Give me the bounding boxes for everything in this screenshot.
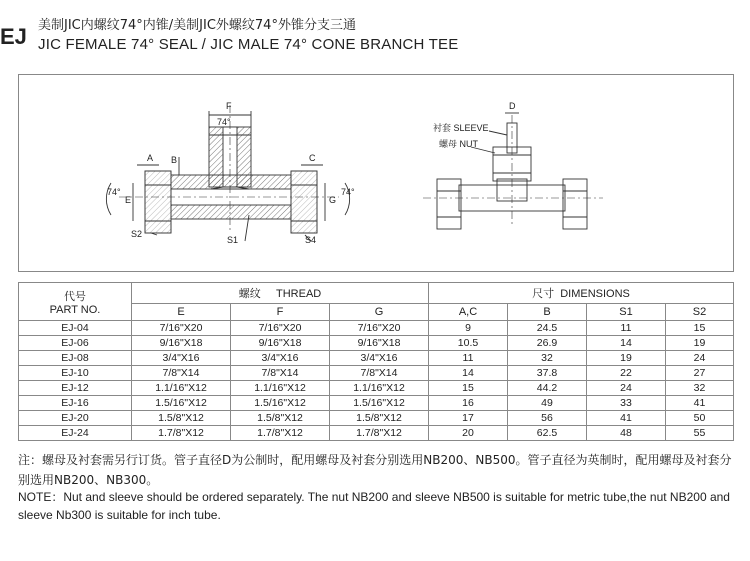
table-cell: 14	[429, 366, 508, 381]
dim-S4-label: S4	[305, 235, 317, 245]
dimensions-header: 尺寸 DIMENSIONS	[429, 283, 734, 304]
table-cell: 1.5/8"X12	[231, 411, 330, 426]
title-chinese: 美制JIC内螺纹74°内锥/美制JIC外螺纹74°外锥分支三通	[38, 18, 356, 33]
note-chinese: 注：螺母及衬套需另行订货。管子直径D为公制时，配用螺母及衬套分别选用NB200、NB500。管子直径为英制时，配用螺母及衬套分别选用NB200、NB300。	[18, 453, 732, 487]
part-no-header-cn: 代号	[64, 290, 86, 303]
dim-A-label: A	[147, 153, 154, 163]
dimensions-table	[18, 282, 734, 441]
angle-left-label: 74°	[107, 187, 121, 197]
table-cell: 27	[666, 366, 734, 381]
table-cell: 50	[666, 411, 734, 426]
table-cell: 1.1/16"X12	[330, 381, 429, 396]
table-cell: 9	[429, 321, 508, 336]
column-header: F	[231, 304, 330, 321]
table-cell: 3/4"X16	[231, 351, 330, 366]
part-no-header	[19, 283, 132, 321]
column-header: E	[132, 304, 231, 321]
table-cell: 3/4"X16	[330, 351, 429, 366]
table-cell: 41	[587, 411, 666, 426]
table-cell: 62.5	[508, 426, 587, 441]
dim-S1-label: S1	[227, 235, 239, 245]
column-header: G	[330, 304, 429, 321]
dim-B-label: B	[171, 155, 178, 165]
title-english: JIC FEMALE 74° SEAL / JIC MALE 74° CONE BRANCH TEE	[38, 36, 459, 53]
nut-label: 螺母 NUT	[439, 139, 478, 149]
table-cell: 44.2	[508, 381, 587, 396]
table-row	[19, 366, 734, 381]
table-cell: 7/16"X20	[132, 321, 231, 336]
part-number-cell: EJ-10	[19, 366, 132, 381]
sleeve-label: 衬套 SLEEVE	[433, 123, 489, 133]
table-cell: 49	[508, 396, 587, 411]
table-cell: 20	[429, 426, 508, 441]
table-cell: 1.1/16"X12	[231, 381, 330, 396]
dim-F-label: F	[226, 101, 232, 111]
note-english: NOTE：Nut and sleeve should be ordered separately. The nut NB200 and sleeve NB500 is suitable for metric tube,the nut NB200 and sleeve Nb300 is suitable for inch tube.	[18, 490, 730, 522]
part-number-cell: EJ-06	[19, 336, 132, 351]
table-cell: 7/8"X14	[330, 366, 429, 381]
table-cell: 24	[587, 381, 666, 396]
part-number-cell: EJ-16	[19, 396, 132, 411]
column-header: S1	[587, 304, 666, 321]
table-cell: 1.1/16"X12	[132, 381, 231, 396]
column-header: B	[508, 304, 587, 321]
table-cell: 1.5/8"X12	[330, 411, 429, 426]
table-cell: 17	[429, 411, 508, 426]
table-cell: 48	[587, 426, 666, 441]
column-header: S2	[666, 304, 734, 321]
dim-D-label: D	[509, 101, 516, 111]
table-cell: 3/4"X16	[132, 351, 231, 366]
table-cell: 15	[429, 381, 508, 396]
table-row	[19, 396, 734, 411]
table-cell: 19	[666, 336, 734, 351]
table-row	[19, 321, 734, 336]
table-cell: 24.5	[508, 321, 587, 336]
table-cell: 41	[666, 396, 734, 411]
part-number-cell: EJ-20	[19, 411, 132, 426]
part-number-cell: EJ-12	[19, 381, 132, 396]
table-cell: 9/16"X18	[330, 336, 429, 351]
table-row	[19, 381, 734, 396]
tee-fitting-drawings	[19, 75, 733, 271]
table-cell: 1.5/16"X12	[132, 396, 231, 411]
table-cell: 9/16"X18	[231, 336, 330, 351]
table-cell: 32	[666, 381, 734, 396]
table-cell: 14	[587, 336, 666, 351]
part-number-cell: EJ-24	[19, 426, 132, 441]
part-number-cell: EJ-08	[19, 351, 132, 366]
table-cell: 1.5/16"X12	[330, 396, 429, 411]
dim-E-label: E	[125, 195, 132, 205]
table-cell: 7/16"X20	[231, 321, 330, 336]
table-row	[19, 411, 734, 426]
table-row	[19, 336, 734, 351]
table-cell: 1.7/8"X12	[132, 426, 231, 441]
table-cell: 26.9	[508, 336, 587, 351]
part-number-cell: EJ-04	[19, 321, 132, 336]
table-cell: 16	[429, 396, 508, 411]
table-cell: 1.7/8"X12	[231, 426, 330, 441]
thread-header: 螺纹 THREAD	[132, 283, 429, 304]
table-cell: 7/8"X14	[231, 366, 330, 381]
angle-top-label: 74°	[217, 117, 231, 127]
table-cell: 55	[666, 426, 734, 441]
table-row	[19, 426, 734, 441]
table-cell: 33	[587, 396, 666, 411]
table-cell: 22	[587, 366, 666, 381]
table-cell: 56	[508, 411, 587, 426]
table-cell: 1.5/8"X12	[132, 411, 231, 426]
technical-drawing-frame	[18, 74, 734, 272]
table-cell: 37.8	[508, 366, 587, 381]
table-cell: 11	[587, 321, 666, 336]
angle-right-label: 74°	[341, 187, 355, 197]
table-cell: 9/16"X18	[132, 336, 231, 351]
table-row	[19, 351, 734, 366]
table-cell: 15	[666, 321, 734, 336]
table-cell: 7/8"X14	[132, 366, 231, 381]
dim-G-label: G	[329, 195, 337, 205]
column-header: A,C	[429, 304, 508, 321]
dim-S2-label: S2	[131, 229, 143, 239]
series-code: EJ	[0, 24, 27, 49]
table-cell: 10.5	[429, 336, 508, 351]
table-cell: 19	[587, 351, 666, 366]
table-cell: 7/16"X20	[330, 321, 429, 336]
table-cell: 32	[508, 351, 587, 366]
table-cell: 24	[666, 351, 734, 366]
dim-C-label: C	[309, 153, 316, 163]
table-cell: 11	[429, 351, 508, 366]
table-cell: 1.5/16"X12	[231, 396, 330, 411]
table-cell: 1.7/8"X12	[330, 426, 429, 441]
part-no-header-en: PART NO.	[49, 303, 101, 316]
